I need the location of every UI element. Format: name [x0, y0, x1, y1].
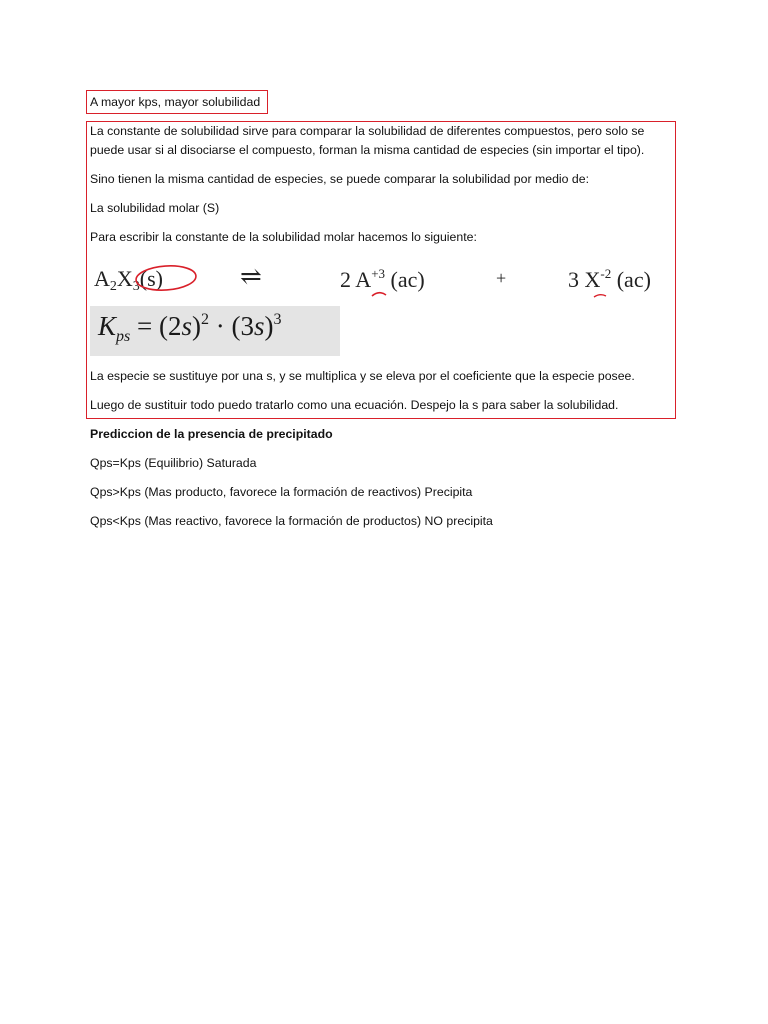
kps-formula-image: [90, 306, 340, 356]
prediction-line-1: Qps=Kps (Equilibrio) Saturada: [90, 456, 257, 470]
paragraph-2: Sino tienen la misma cantidad de especies, se puede comparar la solubilidad por medio de:: [90, 172, 590, 186]
note-title: A mayor kps, mayor solubilidad: [90, 95, 261, 109]
dissociation-equation: [90, 258, 670, 302]
paragraph-1-line-1: La constante de solubilidad sirve para comparar la solubilidad de diferentes compuestos, pero solo se: [90, 124, 645, 138]
paragraph-5: La especie se sustituye por una s, y se multiplica y se eleva por el coeficiente que la especie posee.: [90, 369, 635, 383]
equilibrium-arrow-icon: ⇌: [240, 262, 262, 291]
prediction-line-2: Qps>Kps (Mas producto, favorece la formación de reactivos) Precipita: [90, 485, 473, 499]
kps-formula: $K_{ps} = (2s)^2 \cdot (3s)^3$: [98, 311, 282, 345]
equation-plus: +: [496, 268, 507, 288]
prediction-heading: Prediccion de la presencia de precipitado: [90, 427, 333, 441]
paragraph-3: La solubilidad molar (S): [90, 201, 220, 215]
equation-product-2: 3 $X^{-2}$ (ac): [568, 266, 651, 292]
prediction-line-3: Qps<Kps (Mas reactivo, favorece la formación de productos) NO precipita: [90, 514, 493, 528]
equation-reactant: $A_2X_3(s)$: [94, 266, 163, 294]
paragraph-6: Luego de sustituir todo puedo tratarlo como una ecuación. Despejo la s para saber la solubilidad.: [90, 398, 619, 412]
paragraph-1-line-2: puede usar si al disociarse el compuesto, forman la misma cantidad de especies (sin importar el tipo).: [90, 143, 645, 157]
handwritten-annotation-icon: [90, 258, 670, 302]
equation-product-1: 2 $A^{+3}$ (ac): [340, 266, 425, 292]
paragraph-4: Para escribir la constante de la solubilidad molar hacemos lo siguiente:: [90, 230, 477, 244]
